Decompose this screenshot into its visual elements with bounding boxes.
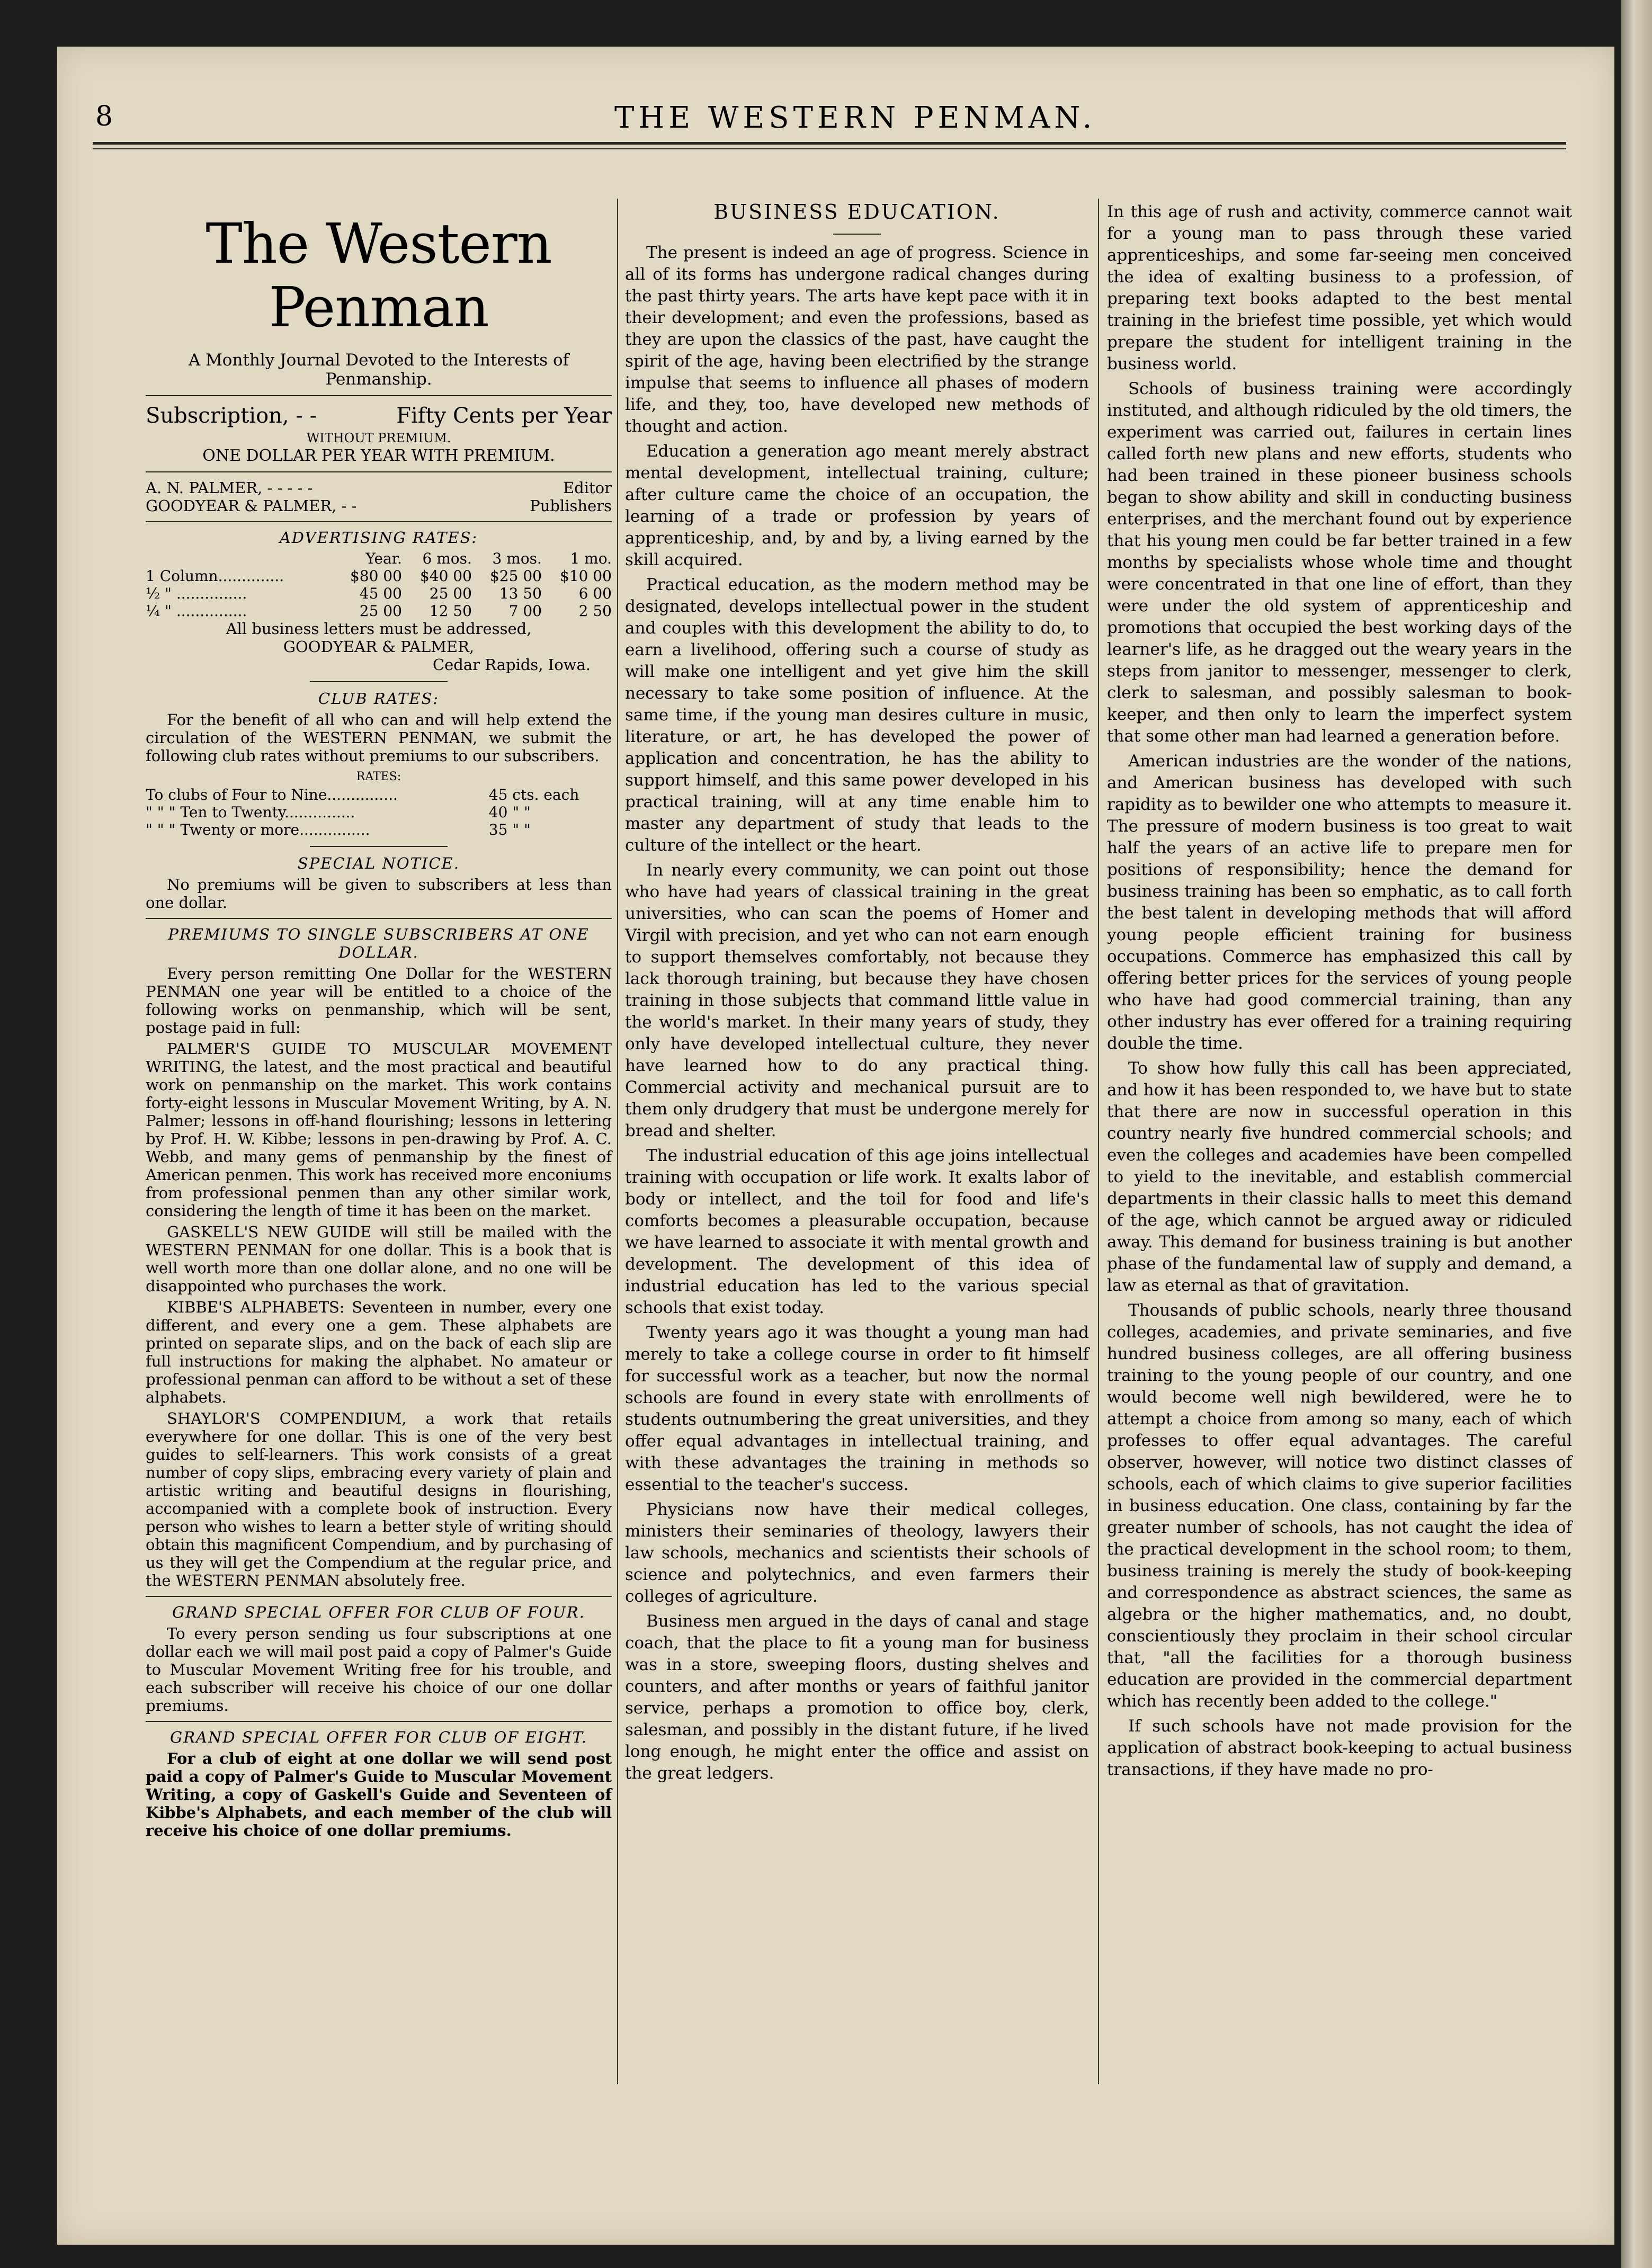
table-cell: 45 00: [359, 585, 402, 602]
adjacent-page-edge: [1621, 0, 1652, 2268]
article-paragraph: In this age of rush and activity, commerce cannot wait for a young man to pass through these varied apprenticeships, and some far-seeing men conceived the idea of exalting business to a profession, of preparing text books adapted to the best mental training in the briefest time possible, yet which would prepare the student for intelligent training in the business world.: [1107, 202, 1572, 373]
table-row: [146, 585, 612, 602]
table-cell: 13 50: [499, 585, 542, 602]
table-cell: $80 00: [350, 567, 402, 585]
table-cell: 1 mo.: [570, 550, 612, 567]
table-cell: 7 00: [508, 602, 542, 620]
article-paragraph: Thousands of public schools, nearly three thousand colleges, academies, and private seminaries, and five hundred business colleges, are all offering business training to the young people of our country, and one would become well nigh bewildered, were he to attempt a choice from among so many, each of which professes to offer equal advantages. The careful observer, however, will notice two distinct classes of schools, each of which claims to give superior facilities in business education. One class, containing by far the greater number of schools, has not caught the idea of the practical development in the school room; to them, business training is merely the study of book-keeping and correspondence as abstract sciences, the same as algebra or the higher mathematics, and, no doubt, conscientiously they proclaim in their school circular that, "all the facilities for a thorough business education are provided in the commercial department which has recently been added to the college.": [1107, 1301, 1572, 1711]
table-cell: $25 00: [489, 567, 542, 585]
table-cell: 45 cts. each: [488, 786, 579, 803]
table-cell: ¼ " ...............: [146, 602, 247, 620]
table-cell: 2 50: [578, 602, 612, 620]
address-line: Cedar Rapids, Iowa.: [432, 656, 591, 674]
table-cell: 25 00: [359, 602, 402, 620]
address-line: All business letters must be addressed,: [226, 620, 532, 638]
column-business-education: [625, 201, 1089, 1788]
article-paragraph: Schools of business training were accordingly instituted, and although ridiculed by the old timers, the experiment was carried out, failures in certain lines called forth new plans and new efforts, students who had been trained in these pioneer business schools began to show ability and skill in conducting business enterprises, and the merchant found out by experience that his young men could be far better trained in a few months by specialists whose whole time and thought were concentrated in that one line of effort, than they were under the old system of apprenticeship and promotions that occupied the best working days of the learner's life, as he dragged out the weary years in the steps from janitor to messenger, messenger to clerk, clerk to salesman, and possibly salesman to book-keeper, and then only to learn the imperfect system that some other man had learned a generation before.: [1107, 379, 1572, 746]
subscription-price: Fifty Cents per Year: [396, 404, 612, 428]
table-cell: 1 Column..............: [146, 567, 284, 585]
editor-role: Editor: [563, 479, 612, 497]
table-cell: Year.: [365, 550, 402, 567]
header-rule-thin: [93, 148, 1566, 149]
table-cell: 3 mos.: [492, 550, 542, 567]
article-paragraph: Practical education, as the modern method may be designated, develops intellectual power in the student and couples with this development the ability to do, to earn a livelihood, offering such a course of study as will make one intelligent and yet give him the skill necessary to take some position of influence. At the same time, if the young man desires culture in music, literature, or art, he has developed the power of application and concentration, he has the ability to support himself, and this same power developed in his practical training, will at any time enable him to master any department of study that leads to the culture of the intellect or the heart.: [625, 575, 1089, 855]
premiums-paragraph: PALMER'S GUIDE TO MUSCULAR MOVEMENT WRITING, the latest, and the most practical and beautiful work on penmanship on the market. This work contains forty-eight lessons in Muscular Movement Writing, by A. N. Palmer; lessons in off-hand flourishing; lessons in lettering by Prof. H. W. Kibbe; lessons in pen-drawing by Prof. A. C. Webb, and many gems of penmanship by the finest of American penmen. This work has received more enconiums from professional penmen than any other similar work, considering the length of time it has been on the market.: [146, 1040, 612, 1220]
column-masthead: [146, 201, 612, 1843]
publisher-role: Publishers: [530, 497, 612, 515]
table-row: [146, 567, 612, 585]
without-premium: WITHOUT PREMIUM.: [306, 431, 451, 445]
divider: [146, 521, 612, 522]
publisher-row: [146, 497, 612, 515]
divider: [310, 846, 448, 847]
article-paragraph: To show how fully this call has been appreciated, and how it has been responded to, we have but to state that there are now in successful operation in this country nearly five hundred commercial schools; and even the colleges and academies have been compelled to yield to the inevitable, and establish commercial departments in their classic halls to meet this demand of the age, which cannot be argued away or ridiculed away. This demand for business training is but another phase of the fundamental law of supply and demand, a law as eternal as that of gravitation.: [1107, 1059, 1572, 1295]
editor-row: [146, 479, 612, 497]
article-paragraph: If such schools have not made provision for the application of abstract book-keeping to actual business transactions, if they have made no pro-: [1107, 1717, 1572, 1779]
divider: [146, 1596, 612, 1597]
table-cell: 6 mos.: [422, 550, 472, 567]
article-paragraph: In nearly every community, we can point out those who have had years of classical training in the great universities, who can scan the poems of Homer and Virgil with precision, and yet who can not earn enough to support themselves comfortably, not because they lack thorough training, but because they have chosen training in those subjects that command little value in the world's market. In their many years of study, they only have developed intellectual culture, they never have learned how to do any practical thing. Commercial activity and mechanical pursuit are to them only drudgery that must be undergone merely for bread and shelter.: [625, 861, 1089, 1140]
table-cell: ½ " ...............: [146, 585, 247, 602]
table-row: [146, 786, 612, 803]
column-divider: [1098, 199, 1099, 2084]
special-notice-heading: SPECIAL NOTICE.: [297, 854, 460, 872]
table-row: [146, 803, 612, 821]
club-rates-heading: CLUB RATES:: [318, 690, 440, 708]
premiums-paragraph: SHAYLOR'S COMPENDIUM, a work that retails everywhere for one dollar. This is one of the very best guides to self-learners. This work consists of a great number of copy slips, embracing every variety of plain and artistic writing and beautiful designs in flourishing, accompanied with a complete book of instruction. Every person who wishes to learn a better style of writing should obtain this magnificent Compendium, and by purchasing of us they will get the Compendium at the regular price, and the WESTERN PENMAN absolutely free.: [146, 1409, 612, 1590]
divider: [833, 234, 881, 235]
divider: [146, 1721, 612, 1722]
grand-offer-eight-heading: GRAND SPECIAL OFFER FOR CLUB OF EIGHT.: [170, 1728, 587, 1746]
table-cell: $40 00: [419, 567, 472, 585]
article-paragraph: Education a generation ago meant merely abstract mental development, intellectual training, culture; after culture came the choice of an occupation, the learning of a trade or profession by years of apprenticeship, and, by and by, a living earned by the skill acquired.: [625, 442, 1089, 569]
page-number: 8: [95, 101, 113, 132]
advertising-heading: ADVERTISING RATES:: [279, 529, 478, 547]
table-cell: 25 00: [429, 585, 472, 602]
table-cell: $10 00: [560, 567, 612, 585]
table-cell: To clubs of Four to Nine...............: [146, 786, 398, 803]
club-rates-text: For the benefit of all who can and will help extend the circulation of the WESTERN PENMAN, we submit the following club rates without premiums to our subscribers.: [146, 711, 612, 765]
tagline: A Monthly Journal Devoted to the Interests of Penmanship.: [188, 351, 569, 389]
article-paragraph: American industries are the wonder of the nations, and American business has developed with such rapidity as to bewilder one who attempts to measure it. The pressure of modern business is too great to wait half the years of an active life to prepare men for positions of responsibility; hence the demand for business training has been so emphatic, as to call forth the best talent in developing methods that will afford young people efficient training for business occupations. Commerce has emphasized this call by offering better prices for the services of young people who have had good commercial training, than any other industry has ever offered for a training requiring double the time.: [1107, 752, 1572, 1053]
article-paragraph: Physicians now have their medical colleges, ministers their seminaries of theology, lawyers their law schools, mechanics and scientists their schools of science and polytechnics, and even farmers their colleges of agriculture.: [625, 1500, 1089, 1606]
with-premium: ONE DOLLAR PER YEAR WITH PREMIUM.: [202, 447, 555, 465]
address-line: GOODYEAR & PALMER,: [283, 638, 475, 656]
grand-offer-four-heading: GRAND SPECIAL OFFER FOR CLUB OF FOUR.: [172, 1603, 585, 1621]
premiums-paragraph: GASKELL'S NEW GUIDE will still be mailed with the WESTERN PENMAN for one dollar. This is a book that is well worth more than one dollar alone, and no one will be disappointed who purchases the work.: [146, 1223, 612, 1295]
running-title: THE WESTERN PENMAN.: [614, 101, 1096, 135]
grand-offer-eight-text: For a club of eight at one dollar we will send post paid a copy of Palmer's Guide to Muscular Movement Writing, a copy of Gaskell's Guide and Seventeen of Kibbe's Alphabets, and each member of the club will receive his choice of one dollar premiums.: [146, 1749, 612, 1840]
article-paragraph: The present is indeed an age of progress. Science in all of its forms has undergone radical changes during the past thirty years. The arts have kept pace with it in their development; and even the professions, based as they are upon the classics of the past, have caught the spirit of the age, having been electrified by the strange impulse that seems to influence all phases of modern life, and they, too, have developed new methods of thought and action.: [625, 243, 1089, 436]
premiums-paragraph: KIBBE'S ALPHABETS: Seventeen in number, every one different, and every one a gem. These alphabets are printed on separate slips, and on the back of each slip are full instructions for making the alphabet. No amateur or professional penman can afford to be without a set of these alphabets.: [146, 1298, 612, 1406]
subscription-label: Subscription, - -: [146, 404, 317, 428]
article-paragraph: The industrial education of this age joins intellectual training with occupation or life work. It exalts labor of body or intellect, and the toil for food and life's comforts becomes a pleasurable occupation, because we have learned to associate it with mental growth and development. The development of this idea of industrial education has led to the various special schools that exist today.: [625, 1146, 1089, 1317]
article-heading: BUSINESS EDUCATION.: [713, 200, 1001, 224]
table-cell: " " " Ten to Twenty...............: [146, 803, 355, 821]
club-rates-table: [146, 786, 612, 838]
divider: [310, 681, 448, 682]
grand-offer-four-text: To every person sending us four subscriptions at one dollar each we will mail post paid a copy of Palmer's Guide to Muscular Movement Writing free for his trouble, and each subscriber will receive his choice of our one dollar premiums.: [146, 1624, 612, 1715]
table-cell: 35 " ": [488, 821, 531, 838]
column-article-continued: [1107, 201, 1572, 1784]
page-header: [95, 101, 1568, 159]
advertising-rates-table: [146, 550, 612, 620]
divider: [146, 918, 612, 919]
column-divider: [617, 199, 618, 2084]
table-cell: 6 00: [578, 585, 612, 602]
table-row: [146, 821, 612, 838]
editor-name: A. N. PALMER, - - - - -: [146, 479, 313, 497]
table-row: [146, 550, 612, 567]
table-cell: 12 50: [429, 602, 472, 620]
table-cell: " " " Twenty or more...............: [146, 821, 370, 838]
table-cell: 40 " ": [488, 803, 531, 821]
divider: [146, 395, 612, 396]
table-row: [146, 602, 612, 620]
rates-label: RATES:: [356, 770, 401, 783]
article-paragraph: Business men argued in the days of canal and stage coach, that the place to fit a young man for business was in a store, sweeping floors, dusting shelves and counters, and after months or years of faithful janitor service, perhaps a promotion to office boy, clerk, salesman, and possibly in the distant future, if he lived long enough, he might enter the office and assist on the great ledgers.: [625, 1612, 1089, 1783]
header-rule: [93, 142, 1566, 145]
table-cell: [146, 550, 332, 567]
masthead-title: The Western Penman: [206, 211, 552, 340]
publisher-name: GOODYEAR & PALMER, - -: [146, 497, 357, 515]
divider: [146, 471, 612, 472]
special-notice-text: No premiums will be given to subscribers at less than one dollar.: [146, 876, 612, 912]
article-paragraph: Twenty years ago it was thought a young man had merely to take a college course in order to fit himself for successful work as a teacher, but now the normal schools are found in every state with enrollments of students outnumbering the great universities, and they offer equal advantages in intellectual training, and with these advantages the training in methods so essential to the teacher's success.: [625, 1323, 1089, 1494]
premiums-paragraph: Every person remitting One Dollar for the WESTERN PENMAN one year will be entitled to a choice of the following works on penmanship, which will be sent, postage paid in full:: [146, 965, 612, 1037]
subscription-row: [146, 403, 612, 429]
premiums-heading: PREMIUMS TO SINGLE SUBSCRIBERS AT ONE DOLLAR.: [168, 925, 590, 961]
